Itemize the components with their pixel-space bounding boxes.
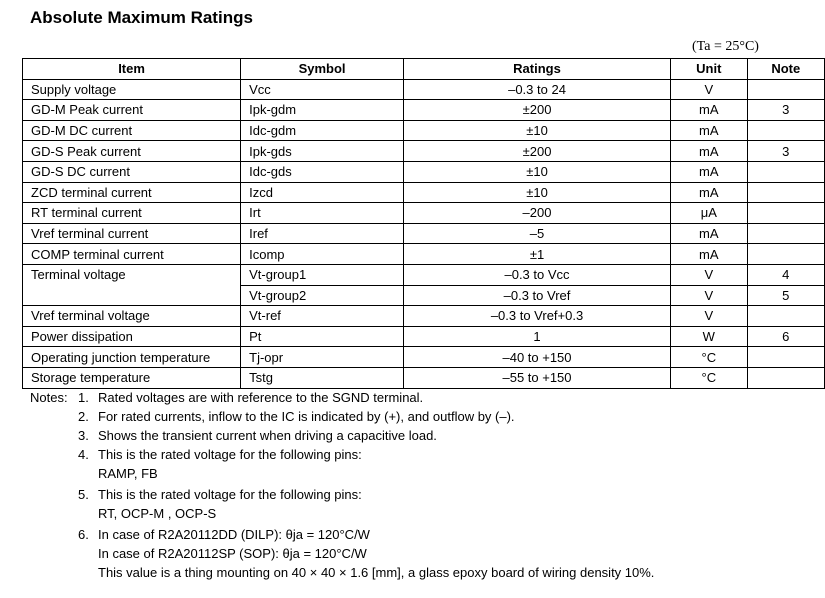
cell-symbol: Iref [241,223,404,244]
table-row [23,141,825,162]
cell-unit: mA [671,100,748,121]
note-text-continued: In case of R2A20112SP (SOP): θja = 120°C/W [98,546,367,561]
cell-symbol: Ipk-gdm [241,100,404,121]
note-number: 2. [78,409,89,424]
cell-item: Vref terminal voltage [23,306,241,327]
cell-note: 3 [747,141,824,162]
cell-note [747,182,824,203]
cell-item: Terminal voltage [23,264,241,305]
cell-note: 6 [747,326,824,347]
cell-item: GD-M Peak current [23,100,241,121]
cell-note [747,223,824,244]
header-ratings: Ratings [404,59,671,80]
cell-unit: mA [671,182,748,203]
cell-symbol: Irt [241,203,404,224]
note-item [30,525,654,544]
cell-ratings: –5 [404,223,671,244]
cell-item: GD-M DC current [23,120,241,141]
cell-unit: mA [671,244,748,265]
header-unit: Unit [671,59,748,80]
note-item [30,445,654,464]
cell-unit: °C [671,367,748,388]
cell-ratings: –0.3 to 24 [404,79,671,100]
note-number: 5. [78,487,89,502]
table-row [23,203,825,224]
table-row [23,223,825,244]
note-number: 6. [78,527,89,542]
table-row [23,244,825,265]
note-item [30,426,654,445]
cell-item: ZCD terminal current [23,182,241,203]
cell-item: GD-S DC current [23,161,241,182]
cell-item: COMP terminal current [23,244,241,265]
cell-symbol: Vcc [241,79,404,100]
cell-item: Vref terminal current [23,223,241,244]
cell-symbol: Pt [241,326,404,347]
cell-ratings: ±10 [404,161,671,182]
cell-symbol: Idc-gdm [241,120,404,141]
header-note: Note [747,59,824,80]
note-item [30,388,654,407]
table-row [23,367,825,388]
cell-unit: V [671,306,748,327]
header-item: Item [23,59,241,80]
cell-note [747,347,824,368]
note-number: 3. [78,428,89,443]
cell-symbol: Idc-gds [241,161,404,182]
table-row [23,120,825,141]
note-text: Shows the transient current when driving a capacitive load. [98,428,437,443]
cell-ratings: ±200 [404,100,671,121]
table-row [23,326,825,347]
cell-symbol: Tstg [241,367,404,388]
cell-ratings: –200 [404,203,671,224]
cell-symbol: Vt-group2 [241,285,404,306]
cell-note [747,79,824,100]
table-row [23,161,825,182]
cell-unit: mA [671,120,748,141]
cell-unit: W [671,326,748,347]
cell-note [747,120,824,141]
header-symbol: Symbol [241,59,404,80]
cell-ratings: –0.3 to Vcc [404,264,671,285]
cell-symbol: Ipk-gds [241,141,404,162]
page-title: Absolute Maximum Ratings [30,8,253,27]
table-row [23,264,825,285]
cell-unit: V [671,79,748,100]
cell-symbol: Vt-group1 [241,264,404,285]
cell-item: Power dissipation [23,326,241,347]
cell-note [747,367,824,388]
cell-ratings: –0.3 to Vref [404,285,671,306]
cell-item: GD-S Peak current [23,141,241,162]
ratings-table [22,58,825,389]
table-row [23,306,825,327]
cell-note: 4 [747,264,824,285]
note-text: This is the rated voltage for the following pins: [98,487,362,502]
notes-lead: Notes: [30,390,68,405]
note-text: For rated currents, inflow to the IC is indicated by (+), and outflow by (–). [98,409,515,424]
cell-item: RT terminal current [23,203,241,224]
table-row [23,182,825,203]
cell-ratings: 1 [404,326,671,347]
table-row [23,100,825,121]
table-row [23,79,825,100]
cell-unit: μA [671,203,748,224]
cell-ratings: ±1 [404,244,671,265]
note-text: In case of R2A20112DD (DILP): θja = 120°C/W [98,527,370,542]
cell-ratings: ±10 [404,120,671,141]
cell-note [747,306,824,327]
cell-unit: mA [671,161,748,182]
table-header-row [23,59,825,80]
cell-unit: mA [671,141,748,162]
cell-ratings: –40 to +150 [404,347,671,368]
cell-ratings: –0.3 to Vref+0.3 [404,306,671,327]
note-item [30,407,654,426]
table-body [23,79,825,388]
cell-symbol: Tj-opr [241,347,404,368]
cell-note [747,161,824,182]
cell-item: Supply voltage [23,79,241,100]
note-text-continued: RAMP, FB [98,466,158,481]
note-text: Rated voltages are with reference to the SGND terminal. [98,390,424,405]
temperature-condition: (Ta = 25°C) [692,39,759,54]
cell-ratings: ±200 [404,141,671,162]
cell-ratings: –55 to +150 [404,367,671,388]
notes-section [30,388,654,582]
cell-item: Operating junction temperature [23,347,241,368]
note-number: 1. [78,390,89,405]
cell-unit: mA [671,223,748,244]
cell-note [747,244,824,265]
note-item [30,485,654,504]
note-number: 4. [78,447,89,462]
cell-unit: V [671,285,748,306]
cell-symbol: Izcd [241,182,404,203]
cell-item: Storage temperature [23,367,241,388]
cell-ratings: ±10 [404,182,671,203]
note-text-continued: RT, OCP-M , OCP-S [98,506,217,521]
cell-note: 3 [747,100,824,121]
cell-symbol: Vt-ref [241,306,404,327]
cell-note [747,203,824,224]
table-row [23,347,825,368]
note-text: This is the rated voltage for the following pins: [98,447,362,462]
cell-symbol: Icomp [241,244,404,265]
note-text-continued: This value is a thing mounting on 40 × 40 × 1.6 [mm], a glass epoxy board of wiring density 10%. [98,565,655,580]
cell-unit: V [671,264,748,285]
cell-note: 5 [747,285,824,306]
cell-unit: °C [671,347,748,368]
